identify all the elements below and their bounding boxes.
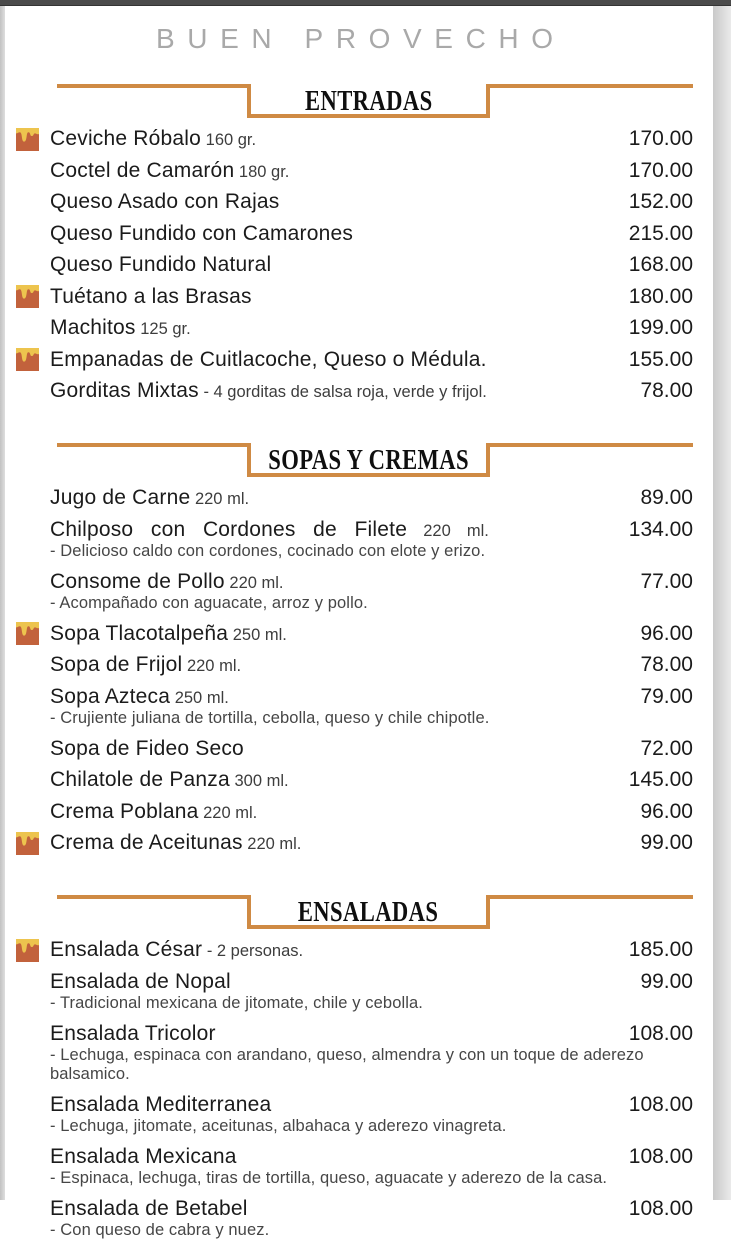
- section-header-line-left: [57, 895, 247, 899]
- item-portion: 300 ml.: [229, 772, 289, 790]
- item-name: Ensalada de Nopal: [50, 969, 231, 993]
- page-title: BUEN PROVECHO: [155, 23, 566, 54]
- item-name: Crema de Aceitunas 220 ml.: [50, 831, 302, 854]
- menu-item: [16, 222, 693, 246]
- icon-spacer: [16, 317, 50, 340]
- menu-item: [16, 622, 693, 646]
- section-title: ENTRADAS: [304, 84, 433, 117]
- signature-dish-icon: [16, 939, 50, 962]
- menu-item: [16, 127, 693, 151]
- icon-spacer: [16, 487, 50, 510]
- menu-item: [16, 379, 693, 403]
- item-price: 96.00: [640, 621, 693, 645]
- item-name: Consome de Pollo 220 ml.: [50, 569, 284, 593]
- menu-item: [16, 285, 693, 309]
- item-name: Tuétano a las Brasas: [50, 284, 252, 308]
- item-name: Machitos 125 gr.: [50, 316, 191, 339]
- item-portion: 220 ml.: [190, 490, 250, 508]
- icon-spacer: [16, 254, 50, 277]
- item-name: Jugo de Carne 220 ml.: [50, 486, 250, 509]
- item-description: - Tradicional mexicana de jitomate, chile y cebolla.: [50, 993, 423, 1012]
- icon-spacer: [16, 800, 50, 823]
- menu-item: [16, 831, 693, 855]
- icon-spacer: [16, 222, 50, 245]
- item-name: Queso Asado con Rajas: [50, 190, 280, 213]
- item-portion: 125 gr.: [135, 320, 191, 338]
- signature-dish-icon: [16, 622, 50, 645]
- menu-section-ensaladas: [16, 895, 693, 1240]
- item-price: 152.00: [628, 190, 693, 213]
- menu-item: [16, 800, 693, 824]
- section-title-notch: [247, 443, 490, 477]
- menu-item: [16, 316, 693, 340]
- item-portion: 220 ml.: [182, 657, 242, 675]
- signature-dish-icon: [16, 832, 50, 855]
- item-name: Ensalada Tricolor: [50, 1021, 216, 1045]
- item-portion: 250 ml.: [228, 625, 287, 644]
- menu-item: [16, 685, 693, 728]
- icon-spacer: [16, 1093, 50, 1116]
- item-price: 215.00: [628, 221, 693, 245]
- item-name: Ensalada Mexicana: [50, 1144, 237, 1168]
- section-header-line-right: [490, 443, 693, 447]
- section-header: [57, 84, 693, 118]
- item-price: 89.00: [640, 486, 693, 509]
- item-name: Crema Poblana 220 ml.: [50, 799, 258, 823]
- section-header-line-left: [57, 443, 247, 447]
- item-description: - Lechuga, espinaca con arandano, queso, almendra y con un toque de aderezo balsamico.: [50, 1045, 644, 1083]
- item-description: - Espinaca, lechuga, tiras de tortilla, queso, aguacate y aderezo de la casa.: [50, 1168, 608, 1187]
- menu-item: [16, 518, 693, 561]
- menu-item: [16, 159, 693, 183]
- icon-spacer: [16, 654, 50, 677]
- item-portion: 220 ml.: [407, 521, 489, 540]
- item-price: 108.00: [628, 1144, 693, 1168]
- section-items: [16, 938, 693, 1240]
- viewer-top-bar: [0, 0, 731, 6]
- item-price: 199.00: [628, 316, 693, 339]
- item-price: 78.00: [640, 379, 693, 402]
- icon-spacer: [16, 1197, 50, 1220]
- item-price: 108.00: [628, 1021, 693, 1045]
- icon-spacer: [16, 970, 50, 993]
- item-price: 96.00: [640, 799, 693, 823]
- menu-item: [16, 1145, 693, 1188]
- item-name: Ceviche Róbalo 160 gr.: [50, 127, 257, 150]
- signature-dish-icon: [16, 285, 50, 308]
- menu-item: [16, 938, 693, 962]
- icon-spacer: [16, 518, 50, 541]
- item-price: 108.00: [628, 1092, 693, 1116]
- icon-spacer: [16, 769, 50, 792]
- item-price: 72.00: [640, 736, 693, 760]
- signature-dish-icon: [16, 348, 50, 371]
- menu-item: [16, 1093, 693, 1136]
- item-price: 99.00: [640, 831, 693, 854]
- item-portion: 250 ml.: [170, 688, 229, 707]
- item-price: 180.00: [628, 284, 693, 308]
- item-portion: 220 ml.: [242, 835, 302, 853]
- icon-spacer: [16, 570, 50, 593]
- menu-item: [16, 348, 693, 372]
- item-name: Chilposo con Cordones de Filete 220 ml.: [50, 517, 489, 541]
- item-portion: 220 ml.: [224, 573, 284, 592]
- item-price: 155.00: [628, 347, 693, 371]
- section-header: [57, 895, 693, 929]
- menu-item: [16, 768, 693, 792]
- menu-item: [16, 970, 693, 1013]
- icon-spacer: [16, 737, 50, 760]
- item-price: 79.00: [640, 684, 693, 708]
- menu-item: [16, 190, 693, 214]
- section-title-notch: [247, 895, 490, 929]
- menu-item: [16, 1197, 693, 1240]
- section-header-line-right: [490, 84, 693, 88]
- icon-spacer: [16, 1022, 50, 1045]
- item-price: 170.00: [628, 127, 693, 150]
- item-name: Coctel de Camarón 180 gr.: [50, 158, 290, 182]
- item-price: 170.00: [628, 158, 693, 182]
- icon-spacer: [16, 380, 50, 403]
- item-price: 134.00: [628, 517, 693, 541]
- page-edge-left: [0, 5, 5, 1200]
- menu-sections: [16, 84, 693, 1240]
- menu-item: [16, 1022, 693, 1084]
- item-price: 99.00: [640, 969, 693, 993]
- item-description: - Con queso de cabra y nuez.: [50, 1220, 270, 1239]
- signature-dish-icon: [16, 128, 50, 151]
- section-title-notch: [247, 84, 490, 118]
- icon-spacer: [16, 685, 50, 708]
- item-name: Sopa de Fideo Seco: [50, 736, 244, 760]
- section-header-line-right: [490, 895, 693, 899]
- menu-section-entradas: [16, 84, 693, 403]
- menu-item: [16, 653, 693, 677]
- section-title: SOPAS Y CREMAS: [268, 443, 469, 476]
- item-name: Ensalada Mediterranea: [50, 1092, 272, 1116]
- item-price: 77.00: [640, 569, 693, 593]
- item-name: Queso Fundido con Camarones: [50, 221, 354, 245]
- section-header: [57, 443, 693, 477]
- menu-item: [16, 253, 693, 277]
- menu-section-sopas-y-cremas: [16, 443, 693, 855]
- item-price: 168.00: [628, 253, 693, 276]
- item-description: - Delicioso caldo con cordones, cocinado con elote y erizo.: [50, 541, 486, 560]
- section-title: ENSALADAS: [298, 895, 439, 928]
- item-name: Ensalada César - 2 personas.: [50, 938, 304, 961]
- item-description: - Lechuga, jitomate, aceitunas, albahaca y aderezo vinagreta.: [50, 1116, 507, 1135]
- section-items: [16, 127, 693, 403]
- item-portion: 180 gr.: [234, 162, 290, 181]
- item-name: Ensalada de Betabel: [50, 1196, 248, 1220]
- item-name: Sopa de Frijol 220 ml.: [50, 653, 242, 676]
- item-price: 145.00: [628, 768, 693, 791]
- item-name: Gorditas Mixtas - 4 gorditas de salsa roja, verde y frijol.: [50, 379, 487, 402]
- item-name: Chilatole de Panza 300 ml.: [50, 768, 289, 791]
- item-name: Sopa Tlacotalpeña 250 ml.: [50, 621, 287, 645]
- item-price: 185.00: [628, 938, 693, 961]
- menu-item: [16, 486, 693, 510]
- item-note: - 4 gorditas de salsa roja, verde y frijol.: [198, 383, 487, 401]
- icon-spacer: [16, 159, 50, 182]
- section-items: [16, 486, 693, 855]
- item-name: Queso Fundido Natural: [50, 253, 272, 276]
- item-note: - 2 personas.: [202, 942, 304, 960]
- item-name: Sopa Azteca 250 ml.: [50, 684, 229, 708]
- item-description: - Crujiente juliana de tortilla, cebolla, queso y chile chipotle.: [50, 708, 490, 727]
- item-description: - Acompañado con aguacate, arroz y pollo.: [50, 593, 368, 612]
- section-header-line-left: [57, 84, 247, 88]
- menu-page: [16, 5, 693, 1249]
- icon-spacer: [16, 1145, 50, 1168]
- page-edge-right: [713, 5, 731, 1200]
- item-portion: 220 ml.: [198, 803, 258, 822]
- item-name: Empanadas de Cuitlacoche, Queso o Médula.: [50, 347, 487, 371]
- item-price: 108.00: [628, 1196, 693, 1220]
- menu-item: [16, 570, 693, 613]
- icon-spacer: [16, 191, 50, 214]
- menu-item: [16, 737, 693, 761]
- item-price: 78.00: [640, 653, 693, 676]
- item-portion: 160 gr.: [201, 131, 257, 149]
